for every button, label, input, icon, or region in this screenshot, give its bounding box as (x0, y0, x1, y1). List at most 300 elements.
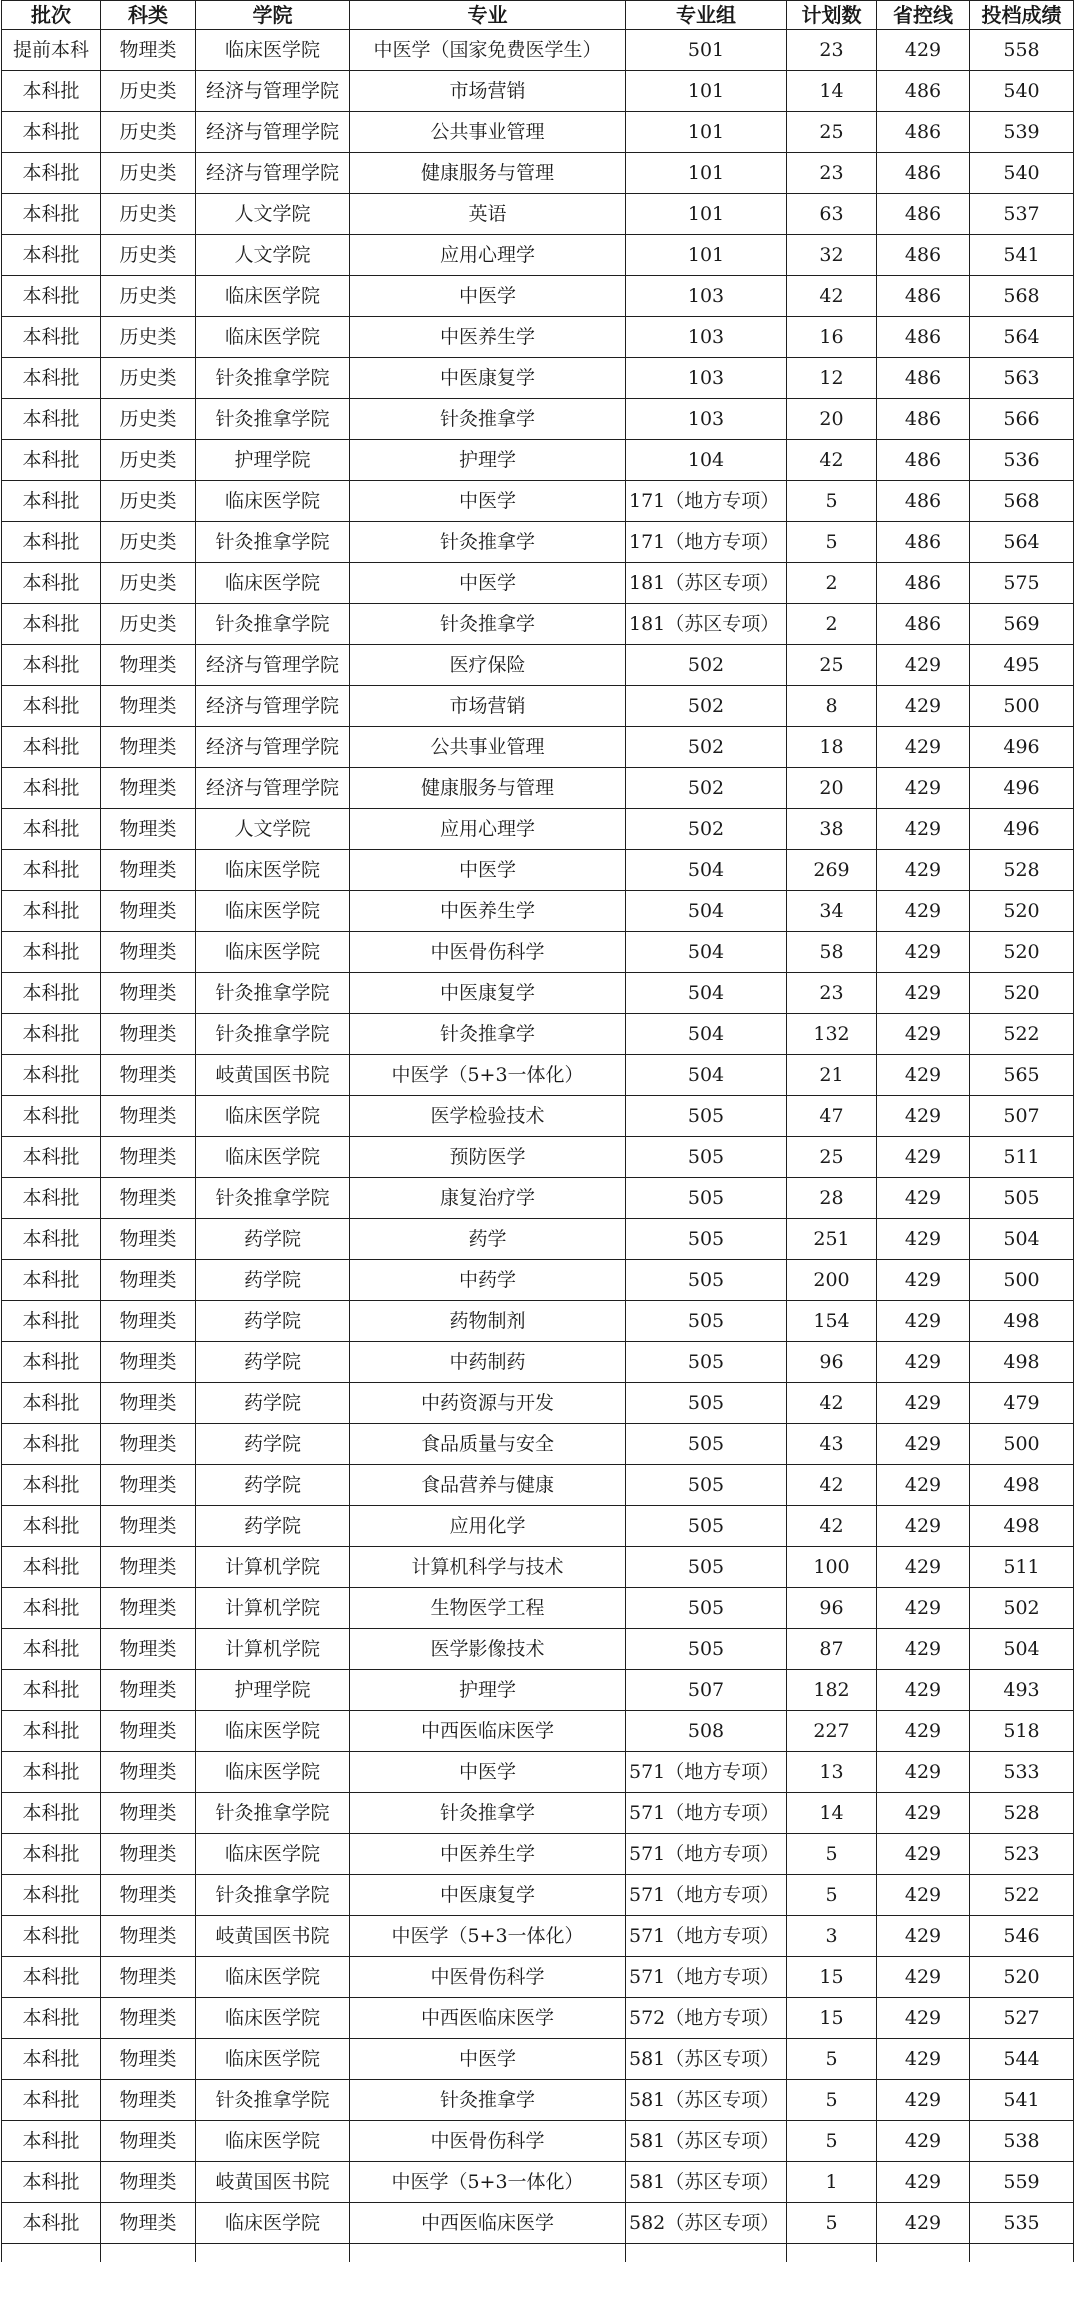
cell-batch: 本科批 (2, 153, 101, 194)
cell-college: 临床医学院 (196, 1957, 350, 1998)
cell-major-group: 103 (626, 399, 787, 440)
cell-plan-count: 3 (787, 1916, 877, 1957)
cell-major-group: 505 (626, 1629, 787, 1670)
cell-admission-score: 559 (970, 2162, 1074, 2203)
cell-admission-score: 540 (970, 71, 1074, 112)
cell-batch: 本科批 (2, 1342, 101, 1383)
cell-plan-count: 182 (787, 1670, 877, 1711)
cell-college: 临床医学院 (196, 932, 350, 973)
table-row (2, 604, 1074, 645)
cell-subject-category: 历史类 (101, 317, 196, 358)
cell-major-group: 181（苏区专项） (626, 604, 787, 645)
cell-provincial-line: 429 (877, 645, 970, 686)
cell-plan-count: 2 (787, 563, 877, 604)
cell-major: 公共事业管理 (350, 727, 626, 768)
cell-major: 中医养生学 (350, 1834, 626, 1875)
cell-provincial-line: 429 (877, 973, 970, 1014)
table-row (2, 1916, 1074, 1957)
table-row (2, 1670, 1074, 1711)
cell-major-group: 502 (626, 809, 787, 850)
cell-subject-category: 物理类 (101, 768, 196, 809)
cell-major: 医疗保险 (350, 645, 626, 686)
cell-batch: 本科批 (2, 317, 101, 358)
cell-major: 针灸推拿学 (350, 399, 626, 440)
cell-provincial-line: 429 (877, 1178, 970, 1219)
cell-college: 经济与管理学院 (196, 71, 350, 112)
cell-subject-category: 物理类 (101, 1301, 196, 1342)
table-row (2, 645, 1074, 686)
cell-major-group: 505 (626, 1424, 787, 1465)
empty-cell (970, 2244, 1074, 2263)
cell-college: 临床医学院 (196, 1834, 350, 1875)
cell-plan-count: 154 (787, 1301, 877, 1342)
cell-plan-count: 42 (787, 440, 877, 481)
cell-subject-category: 物理类 (101, 1424, 196, 1465)
cell-major: 应用心理学 (350, 809, 626, 850)
cell-college: 人文学院 (196, 809, 350, 850)
cell-major: 预防医学 (350, 1137, 626, 1178)
cell-plan-count: 63 (787, 194, 877, 235)
cell-major-group: 504 (626, 891, 787, 932)
cell-major: 针灸推拿学 (350, 2080, 626, 2121)
cell-major-group: 504 (626, 1055, 787, 1096)
table-row (2, 1629, 1074, 1670)
cell-admission-score: 496 (970, 727, 1074, 768)
cell-major-group: 505 (626, 1342, 787, 1383)
cell-college: 临床医学院 (196, 317, 350, 358)
cell-plan-count: 16 (787, 317, 877, 358)
cell-provincial-line: 429 (877, 1055, 970, 1096)
cell-batch: 本科批 (2, 358, 101, 399)
cell-subject-category: 历史类 (101, 604, 196, 645)
cell-major: 食品质量与安全 (350, 1424, 626, 1465)
cell-college: 经济与管理学院 (196, 112, 350, 153)
cell-major-group: 101 (626, 194, 787, 235)
cell-plan-count: 251 (787, 1219, 877, 1260)
table-body (2, 30, 1074, 2263)
cell-college: 针灸推拿学院 (196, 973, 350, 1014)
cell-college: 针灸推拿学院 (196, 1793, 350, 1834)
cell-major: 中医康复学 (350, 358, 626, 399)
cell-college: 药学院 (196, 1301, 350, 1342)
cell-batch: 本科批 (2, 1506, 101, 1547)
cell-provincial-line: 486 (877, 112, 970, 153)
cell-provincial-line: 486 (877, 522, 970, 563)
cell-provincial-line: 429 (877, 1875, 970, 1916)
cell-subject-category: 物理类 (101, 1670, 196, 1711)
cell-provincial-line: 429 (877, 1957, 970, 1998)
cell-provincial-line: 429 (877, 727, 970, 768)
cell-batch: 本科批 (2, 1014, 101, 1055)
cell-provincial-line: 429 (877, 1711, 970, 1752)
cell-major-group: 581（苏区专项） (626, 2121, 787, 2162)
cell-college: 药学院 (196, 1506, 350, 1547)
cell-provincial-line: 486 (877, 399, 970, 440)
cell-batch: 本科批 (2, 1424, 101, 1465)
cell-major-group: 505 (626, 1547, 787, 1588)
cell-admission-score: 575 (970, 563, 1074, 604)
cell-subject-category: 物理类 (101, 809, 196, 850)
table-row (2, 1055, 1074, 1096)
cell-college: 岐黄国医书院 (196, 1916, 350, 1957)
cell-major: 应用心理学 (350, 235, 626, 276)
cell-college: 计算机学院 (196, 1629, 350, 1670)
cell-provincial-line: 429 (877, 1670, 970, 1711)
cell-subject-category: 物理类 (101, 1793, 196, 1834)
cell-admission-score: 518 (970, 1711, 1074, 1752)
cell-plan-count: 20 (787, 768, 877, 809)
cell-major-group: 571（地方专项） (626, 1793, 787, 1834)
cell-major: 中医学（5+3一体化） (350, 1055, 626, 1096)
cell-major: 中药学 (350, 1260, 626, 1301)
cell-major: 中医骨伤科学 (350, 932, 626, 973)
cell-provincial-line: 429 (877, 1260, 970, 1301)
header-batch: 批次 (2, 1, 101, 30)
cell-subject-category: 物理类 (101, 1137, 196, 1178)
cell-admission-score: 537 (970, 194, 1074, 235)
cell-major-group: 572（地方专项） (626, 1998, 787, 2039)
header-plan-count: 计划数 (787, 1, 877, 30)
cell-provincial-line: 429 (877, 1424, 970, 1465)
cell-subject-category: 历史类 (101, 235, 196, 276)
cell-admission-score: 505 (970, 1178, 1074, 1219)
cell-admission-score: 533 (970, 1752, 1074, 1793)
cell-provincial-line: 486 (877, 440, 970, 481)
admissions-table (1, 0, 1074, 2262)
cell-major: 中医学 (350, 481, 626, 522)
cell-subject-category: 物理类 (101, 1506, 196, 1547)
cell-major-group: 101 (626, 71, 787, 112)
cell-batch: 提前本科 (2, 30, 101, 71)
cell-admission-score: 528 (970, 1793, 1074, 1834)
cell-provincial-line: 429 (877, 2039, 970, 2080)
cell-batch: 本科批 (2, 645, 101, 686)
cell-provincial-line: 486 (877, 481, 970, 522)
cell-admission-score: 520 (970, 932, 1074, 973)
cell-major: 针灸推拿学 (350, 604, 626, 645)
cell-college: 人文学院 (196, 194, 350, 235)
cell-plan-count: 47 (787, 1096, 877, 1137)
cell-plan-count: 2 (787, 604, 877, 645)
cell-major: 中医学 (350, 1752, 626, 1793)
cell-major-group: 504 (626, 850, 787, 891)
cell-admission-score: 558 (970, 30, 1074, 71)
cell-batch: 本科批 (2, 2162, 101, 2203)
cell-admission-score: 493 (970, 1670, 1074, 1711)
cell-provincial-line: 429 (877, 1506, 970, 1547)
cell-plan-count: 13 (787, 1752, 877, 1793)
cell-college: 计算机学院 (196, 1547, 350, 1588)
cell-provincial-line: 429 (877, 809, 970, 850)
cell-college: 人文学院 (196, 235, 350, 276)
cell-college: 临床医学院 (196, 481, 350, 522)
cell-plan-count: 15 (787, 1998, 877, 2039)
cell-major: 中医学 (350, 276, 626, 317)
cell-batch: 本科批 (2, 1998, 101, 2039)
table-row (2, 317, 1074, 358)
cell-subject-category: 物理类 (101, 850, 196, 891)
cell-plan-count: 25 (787, 645, 877, 686)
cell-major: 生物医学工程 (350, 1588, 626, 1629)
cell-subject-category: 物理类 (101, 1465, 196, 1506)
cell-admission-score: 522 (970, 1014, 1074, 1055)
table-row (2, 1301, 1074, 1342)
cell-admission-score: 540 (970, 153, 1074, 194)
cell-college: 针灸推拿学院 (196, 399, 350, 440)
cell-batch: 本科批 (2, 1383, 101, 1424)
cell-batch: 本科批 (2, 768, 101, 809)
cell-batch: 本科批 (2, 2121, 101, 2162)
cell-major: 健康服务与管理 (350, 153, 626, 194)
cell-major: 中医学（国家免费医学生） (350, 30, 626, 71)
cell-college: 药学院 (196, 1424, 350, 1465)
cell-college: 临床医学院 (196, 1998, 350, 2039)
cell-plan-count: 32 (787, 235, 877, 276)
table-row (2, 768, 1074, 809)
cell-subject-category: 历史类 (101, 153, 196, 194)
cell-batch: 本科批 (2, 809, 101, 850)
cell-batch: 本科批 (2, 112, 101, 153)
cell-batch: 本科批 (2, 2039, 101, 2080)
cell-admission-score: 568 (970, 276, 1074, 317)
cell-admission-score: 500 (970, 686, 1074, 727)
cell-provincial-line: 429 (877, 2162, 970, 2203)
table-row (2, 1260, 1074, 1301)
cell-admission-score: 507 (970, 1096, 1074, 1137)
cell-subject-category: 物理类 (101, 1875, 196, 1916)
cell-major-group: 505 (626, 1465, 787, 1506)
cell-subject-category: 物理类 (101, 1219, 196, 1260)
cell-provincial-line: 486 (877, 317, 970, 358)
cell-batch: 本科批 (2, 973, 101, 1014)
table-row (2, 1711, 1074, 1752)
cell-subject-category: 物理类 (101, 891, 196, 932)
cell-admission-score: 520 (970, 973, 1074, 1014)
cell-admission-score: 500 (970, 1260, 1074, 1301)
cell-admission-score: 502 (970, 1588, 1074, 1629)
empty-cell (196, 2244, 350, 2263)
cell-admission-score: 535 (970, 2203, 1074, 2244)
cell-college: 经济与管理学院 (196, 686, 350, 727)
table-row (2, 358, 1074, 399)
cell-provincial-line: 486 (877, 194, 970, 235)
table-row (2, 1752, 1074, 1793)
cell-major-group: 502 (626, 645, 787, 686)
cell-major: 中医学（5+3一体化） (350, 2162, 626, 2203)
cell-plan-count: 96 (787, 1588, 877, 1629)
cell-subject-category: 历史类 (101, 440, 196, 481)
cell-college: 护理学院 (196, 440, 350, 481)
cell-batch: 本科批 (2, 1957, 101, 1998)
empty-cell (350, 2244, 626, 2263)
cell-batch: 本科批 (2, 850, 101, 891)
table-row (2, 727, 1074, 768)
cell-plan-count: 38 (787, 809, 877, 850)
cell-subject-category: 物理类 (101, 1711, 196, 1752)
cell-subject-category: 历史类 (101, 71, 196, 112)
cell-subject-category: 物理类 (101, 1055, 196, 1096)
cell-major: 中医骨伤科学 (350, 1957, 626, 1998)
cell-major: 英语 (350, 194, 626, 235)
cell-admission-score: 565 (970, 1055, 1074, 1096)
cell-major-group: 103 (626, 358, 787, 399)
cell-plan-count: 43 (787, 1424, 877, 1465)
cell-major: 中西医临床医学 (350, 1998, 626, 2039)
cell-batch: 本科批 (2, 522, 101, 563)
cell-provincial-line: 429 (877, 1219, 970, 1260)
cell-admission-score: 498 (970, 1465, 1074, 1506)
cell-major-group: 571（地方专项） (626, 1752, 787, 1793)
cell-subject-category: 物理类 (101, 973, 196, 1014)
header-major: 专业 (350, 1, 626, 30)
table-row (2, 1998, 1074, 2039)
cell-major-group: 508 (626, 1711, 787, 1752)
cell-major: 中西医临床医学 (350, 2203, 626, 2244)
cell-subject-category: 物理类 (101, 1957, 196, 1998)
cell-batch: 本科批 (2, 1711, 101, 1752)
cell-major-group: 104 (626, 440, 787, 481)
cell-college: 针灸推拿学院 (196, 1875, 350, 1916)
table-row (2, 1506, 1074, 1547)
cell-plan-count: 28 (787, 1178, 877, 1219)
cell-major-group: 571（地方专项） (626, 1957, 787, 1998)
table-row (2, 2121, 1074, 2162)
cell-admission-score: 544 (970, 2039, 1074, 2080)
cell-provincial-line: 429 (877, 1998, 970, 2039)
cell-plan-count: 5 (787, 481, 877, 522)
cell-batch: 本科批 (2, 481, 101, 522)
cell-provincial-line: 429 (877, 1752, 970, 1793)
cell-college: 针灸推拿学院 (196, 522, 350, 563)
cell-admission-score: 563 (970, 358, 1074, 399)
cell-plan-count: 96 (787, 1342, 877, 1383)
cell-admission-score: 520 (970, 1957, 1074, 1998)
cell-batch: 本科批 (2, 1219, 101, 1260)
cell-subject-category: 物理类 (101, 1178, 196, 1219)
cell-major: 中医学 (350, 563, 626, 604)
cell-major-group: 505 (626, 1383, 787, 1424)
cell-admission-score: 496 (970, 809, 1074, 850)
table-row-cutoff (2, 2244, 1074, 2263)
table-row (2, 1547, 1074, 1588)
cell-admission-score: 520 (970, 891, 1074, 932)
cell-plan-count: 42 (787, 1383, 877, 1424)
table-row (2, 2203, 1074, 2244)
cell-plan-count: 25 (787, 112, 877, 153)
cell-subject-category: 物理类 (101, 645, 196, 686)
cell-admission-score: 498 (970, 1506, 1074, 1547)
cell-admission-score: 511 (970, 1547, 1074, 1588)
table-row (2, 1383, 1074, 1424)
table-row (2, 2162, 1074, 2203)
cell-major-group: 507 (626, 1670, 787, 1711)
cell-admission-score: 568 (970, 481, 1074, 522)
cell-major-group: 501 (626, 30, 787, 71)
cell-batch: 本科批 (2, 1096, 101, 1137)
cell-subject-category: 历史类 (101, 399, 196, 440)
cell-batch: 本科批 (2, 686, 101, 727)
cell-batch: 本科批 (2, 2203, 101, 2244)
table-row (2, 30, 1074, 71)
cell-subject-category: 物理类 (101, 2121, 196, 2162)
cell-subject-category: 物理类 (101, 1547, 196, 1588)
cell-major-group: 581（苏区专项） (626, 2080, 787, 2121)
cell-major: 中医养生学 (350, 317, 626, 358)
cell-subject-category: 物理类 (101, 1998, 196, 2039)
cell-college: 药学院 (196, 1260, 350, 1301)
cell-college: 临床医学院 (196, 30, 350, 71)
cell-provincial-line: 486 (877, 563, 970, 604)
cell-subject-category: 物理类 (101, 1014, 196, 1055)
cell-plan-count: 18 (787, 727, 877, 768)
cell-major: 中西医临床医学 (350, 1711, 626, 1752)
cell-plan-count: 5 (787, 522, 877, 563)
cell-admission-score: 528 (970, 850, 1074, 891)
cell-provincial-line: 429 (877, 1793, 970, 1834)
cell-major-group: 103 (626, 276, 787, 317)
cell-admission-score: 495 (970, 645, 1074, 686)
cell-batch: 本科批 (2, 563, 101, 604)
cell-provincial-line: 429 (877, 1096, 970, 1137)
cell-major: 食品营养与健康 (350, 1465, 626, 1506)
table-row (2, 1137, 1074, 1178)
cell-batch: 本科批 (2, 1055, 101, 1096)
cell-admission-score: 541 (970, 2080, 1074, 2121)
cell-major-group: 504 (626, 1014, 787, 1055)
cell-provincial-line: 486 (877, 153, 970, 194)
header-row (2, 1, 1074, 30)
cell-plan-count: 200 (787, 1260, 877, 1301)
cell-college: 临床医学院 (196, 1137, 350, 1178)
cell-major: 中医学（5+3一体化） (350, 1916, 626, 1957)
cell-batch: 本科批 (2, 727, 101, 768)
table-row (2, 932, 1074, 973)
cell-major-group: 502 (626, 727, 787, 768)
cell-major: 医学影像技术 (350, 1629, 626, 1670)
cell-batch: 本科批 (2, 1793, 101, 1834)
cell-provincial-line: 486 (877, 358, 970, 399)
cell-subject-category: 物理类 (101, 1916, 196, 1957)
cell-college: 针灸推拿学院 (196, 604, 350, 645)
cell-college: 临床医学院 (196, 1752, 350, 1793)
cell-plan-count: 5 (787, 2203, 877, 2244)
cell-college: 药学院 (196, 1342, 350, 1383)
cell-major-group: 581（苏区专项） (626, 2039, 787, 2080)
table-row (2, 153, 1074, 194)
empty-cell (2, 2244, 101, 2263)
cell-batch: 本科批 (2, 1301, 101, 1342)
cell-batch: 本科批 (2, 1178, 101, 1219)
cell-college: 药学院 (196, 1219, 350, 1260)
cell-provincial-line: 429 (877, 2203, 970, 2244)
table-row (2, 850, 1074, 891)
cell-major: 康复治疗学 (350, 1178, 626, 1219)
table-row (2, 1219, 1074, 1260)
cell-plan-count: 5 (787, 2121, 877, 2162)
header-provincial-line: 省控线 (877, 1, 970, 30)
cell-admission-score: 546 (970, 1916, 1074, 1957)
cell-provincial-line: 429 (877, 891, 970, 932)
cell-admission-score: 523 (970, 1834, 1074, 1875)
cell-major-group: 571（地方专项） (626, 1875, 787, 1916)
cell-subject-category: 历史类 (101, 276, 196, 317)
cell-batch: 本科批 (2, 1875, 101, 1916)
cell-major: 药物制剂 (350, 1301, 626, 1342)
cell-subject-category: 物理类 (101, 1629, 196, 1670)
cell-major: 市场营销 (350, 686, 626, 727)
cell-major: 中医康复学 (350, 973, 626, 1014)
cell-batch: 本科批 (2, 1588, 101, 1629)
